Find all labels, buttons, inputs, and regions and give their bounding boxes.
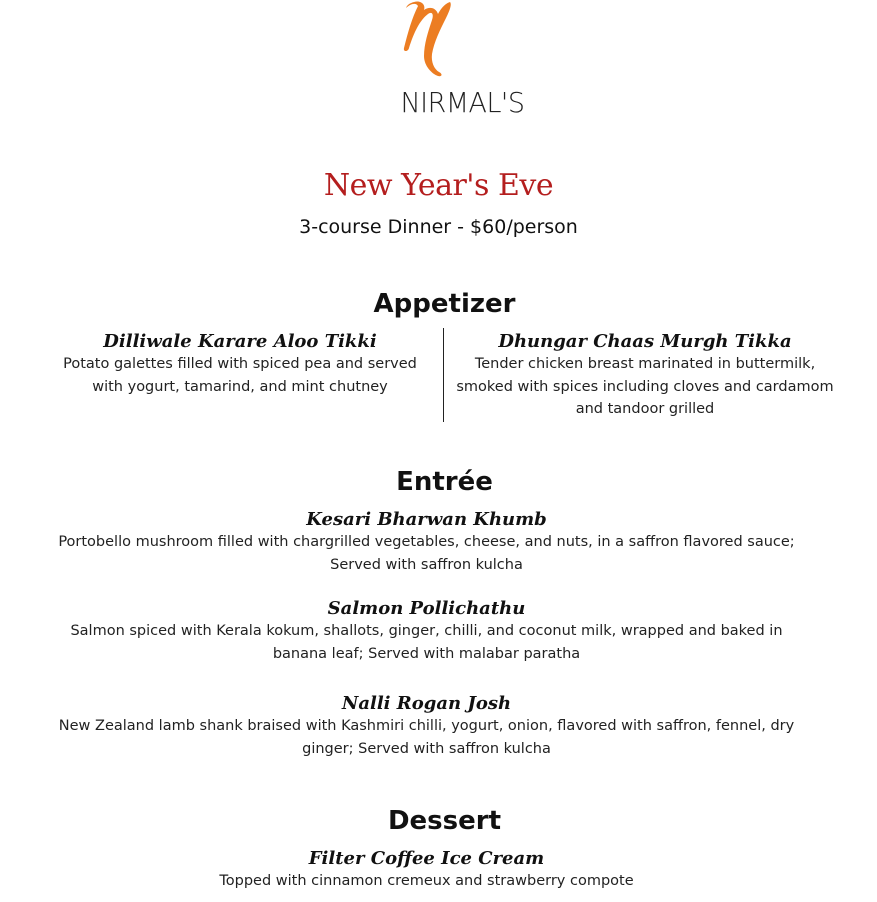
dish-description xyxy=(30,353,450,398)
dish-description-line: Topped with cinnamon cremeux and strawberry compote xyxy=(219,873,634,889)
dish-description-line: banana leaf; Served with malabar paratha xyxy=(272,645,581,662)
entree-item xyxy=(0,693,865,760)
dish-name: Dilliwale Karare Aloo Tikki xyxy=(103,331,377,352)
dish-description-line: Salmon spiced with Kerala kokum, shallots, ginger, chilli, and coconut milk, wrapped and baked in xyxy=(70,623,783,639)
dish-name: Kesari Bharwan Khumb xyxy=(306,509,547,530)
dish-description-line: Tender chicken breast marinated in buttermilk, xyxy=(474,356,816,372)
entree-item xyxy=(0,598,865,665)
dish-description xyxy=(0,620,865,665)
dish-description-line: New Zealand lamb shank braised with Kashmiri chilli, yogurt, onion, flavored with saffron, fennel, dry xyxy=(58,718,795,734)
dish-description xyxy=(0,531,865,576)
dish-description-line: and tandoor grilled xyxy=(575,401,715,417)
dish-description-line: with yogurt, tamarind, and mint chutney xyxy=(92,378,388,395)
dish-description-line: Potato galettes filled with spiced pea and served xyxy=(63,356,417,372)
dish-description-line: Portobello mushroom filled with chargrilled vegetables, cheese, and nuts, in a saffron flavored sauce; xyxy=(58,534,795,550)
dish-description xyxy=(0,715,865,760)
dish-name: Filter Coffee Ice Cream xyxy=(308,848,545,869)
dish-description-line: smoked with spices including cloves and cardamom xyxy=(456,378,834,395)
dish-description-line: ginger; Served with saffron kulcha xyxy=(302,740,551,757)
event-subtitle: 3-course Dinner - $60/person xyxy=(299,216,578,238)
nirmals-logo-mark-icon xyxy=(398,0,454,78)
appetizer-heading: Appetizer xyxy=(373,289,516,319)
appetizer-item xyxy=(440,331,850,421)
entree-heading: Entrée xyxy=(396,467,493,497)
brand-name: NIRMAL'S xyxy=(400,86,525,119)
dish-name: Dhungar Chaas Murgh Tikka xyxy=(498,331,792,352)
dish-name: Nalli Rogan Josh xyxy=(341,693,512,714)
dish-description-line: Served with saffron kulcha xyxy=(330,556,523,573)
entree-item xyxy=(0,509,865,576)
dish-description xyxy=(0,870,865,893)
dessert-item xyxy=(0,848,865,893)
event-title: New Year's Eve xyxy=(323,168,554,203)
appetizer-item xyxy=(30,331,450,398)
dish-description xyxy=(440,353,850,421)
dish-name: Salmon Pollichathu xyxy=(327,598,526,619)
dessert-heading: Dessert xyxy=(387,806,502,836)
